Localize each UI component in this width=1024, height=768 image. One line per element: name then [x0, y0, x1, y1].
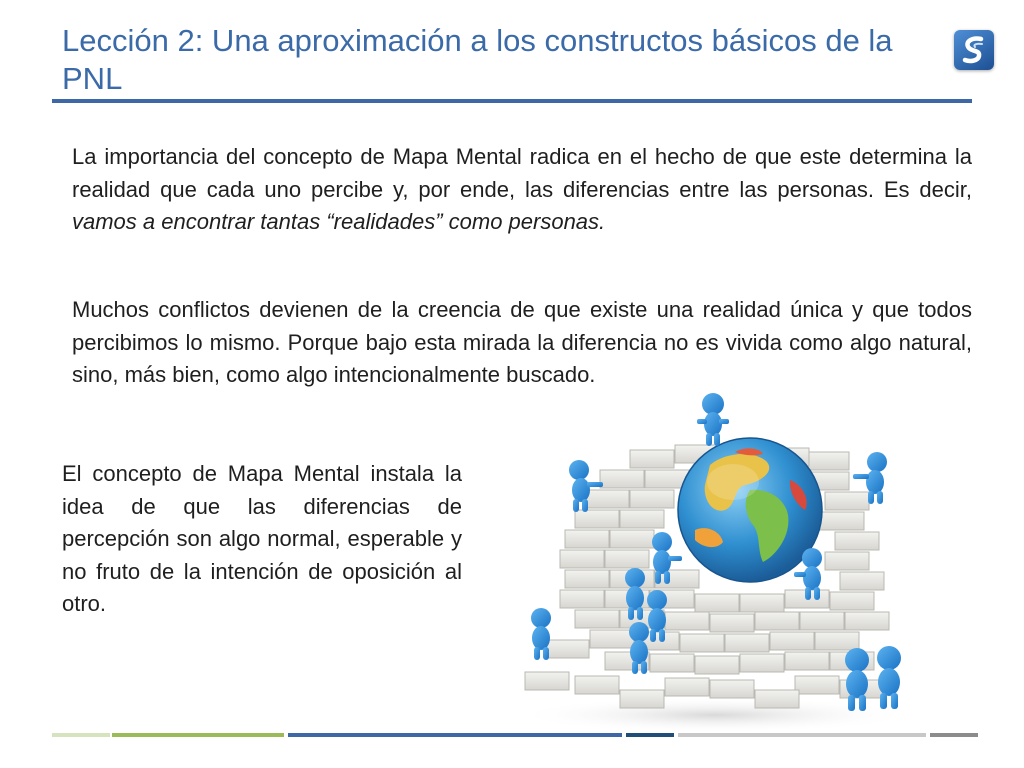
footer-bar-segment — [52, 733, 110, 737]
footer-bar-segment — [930, 733, 978, 737]
globe-brick-wall-people-illustration — [505, 390, 925, 735]
company-logo-icon — [954, 30, 994, 70]
paragraph-conflicts: Muchos conflictos devienen de la creencia de que existe una realidad única y que todos percibimos lo mismo. Porque bajo esta mirada la diferencia no es vivida como algo natural, sino, más bien, como algo intencionalmente buscado. — [72, 297, 972, 387]
paragraph-plain-text: La importancia del concepto de Mapa Mental radica en el hecho de que este determina la realidad que cada uno percibe y, por ende, las diferencias entre las personas. Es decir, — [72, 144, 972, 202]
footer-bar-segment — [288, 733, 622, 737]
footer-bar-segment — [626, 733, 674, 737]
footer-bar-segment — [112, 733, 284, 737]
footer-bar-segment — [678, 733, 926, 737]
paragraph-perception-differences: El concepto de Mapa Mental instala la idea de que las diferencias de percepción son algo normal, esperable y no fruto de la intención de oposición al otro. — [62, 461, 462, 616]
title-underline — [52, 99, 972, 103]
slide-title: Lección 2: Una aproximación a los constructos básicos de la PNL — [62, 23, 893, 96]
paragraph-mapa-mental-importance — [72, 141, 972, 239]
globe-icon — [678, 438, 822, 582]
paragraph-emphasis-text: vamos a encontrar tantas “realidades” como personas. — [72, 209, 606, 234]
